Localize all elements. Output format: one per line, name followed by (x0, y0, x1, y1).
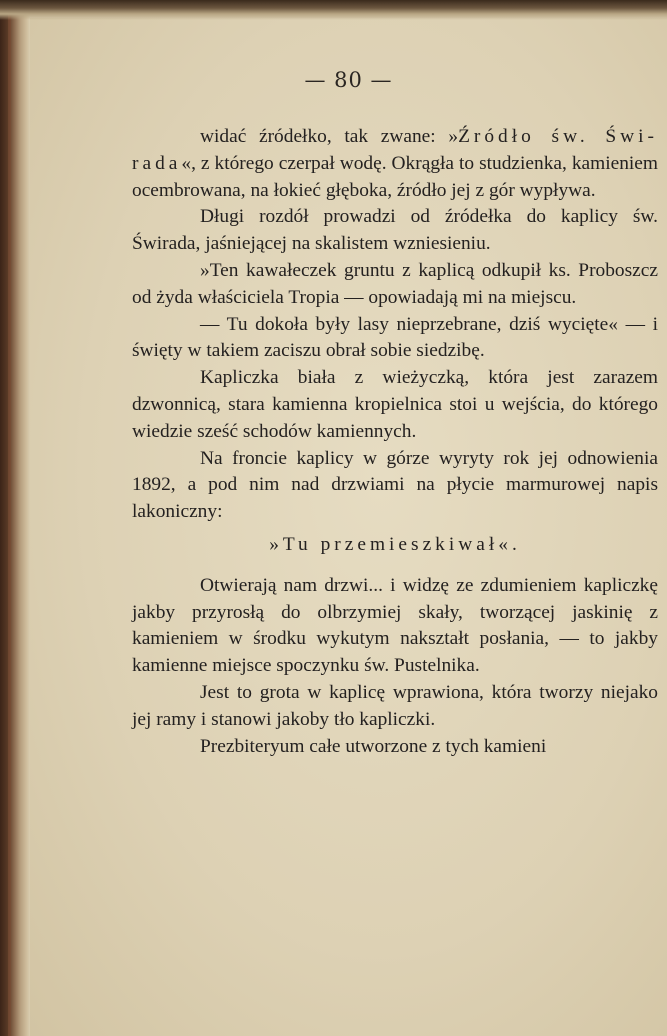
paragraph (132, 312, 658, 366)
text-run: — Tu dokoła były lasy nieprzebrane, dziś wycięte« — i święty w takiem zaciszu obrał sobie siedzibę. (132, 313, 658, 362)
text-run: Długi rozdół prowadzi od źródełka do kaplicy św. Świrada, jaśniejącej na skalistem wzniesieniu. (132, 206, 658, 255)
text-run: widać źródełko, tak zwane: » (200, 126, 459, 147)
text-run: »Ten kawałeczek gruntu z kaplicą odkupił ks. Proboszcz od żyda właściciela Tropia — opowiadają mi na miejscu. (132, 259, 658, 308)
text-run: Kapliczka biała z wieżyczką, która jest zarazem dzwonnicą, stara kamienna kropielnica stoi u wejścia, do którego wiedzie sześć schodów kamiennych. (132, 367, 658, 442)
binding-stripe (8, 0, 11, 1036)
paragraph (132, 258, 658, 312)
page-number: — 80 — (304, 68, 393, 92)
page-text (132, 124, 658, 760)
book-page (30, 18, 667, 1036)
text-run: «, z którego czerpał wodę. Okrągła to studzienka, kamieniem ocembrowana, na łokieć głęboka, źródło jej z gór wypływa. (132, 152, 658, 201)
text-run: Otwierają nam drzwi... i widzę ze zdumieniem kapliczkę jakby przyrosłą do olbrzymiej skały, tworzącej jaskinię z kamieniem w środku wykutym nakształt posłania, — to jakby kamienne miejsce spoczynku św. Pustelnika. (132, 574, 658, 677)
spaced-text-run: »Tu przemieszkiwał«. (269, 533, 521, 555)
paragraph (132, 734, 658, 761)
paragraph (132, 680, 658, 734)
paragraph (132, 204, 658, 258)
inscription-line (132, 532, 658, 559)
paragraph (132, 446, 658, 526)
paragraph (132, 124, 658, 204)
book-binding (0, 0, 30, 1036)
text-run: Na froncie kaplicy w górze wyryty rok jej odnowienia 1892, a pod nim nad drzwiami na płycie marmurowej napis lakoniczny: (132, 447, 658, 523)
paragraph (132, 573, 658, 680)
text-run: Prezbiteryum całe utworzone z tych kamieni (200, 735, 547, 757)
paragraph (132, 365, 658, 445)
spaced-text-run: Źródło św. Świ-rada (132, 126, 658, 174)
page-top-edge (0, 0, 667, 20)
text-run: Jest to grota w kaplicę wprawiona, która tworzy niejako jej ramy i stanowi jakoby tło kapliczki. (132, 681, 658, 730)
